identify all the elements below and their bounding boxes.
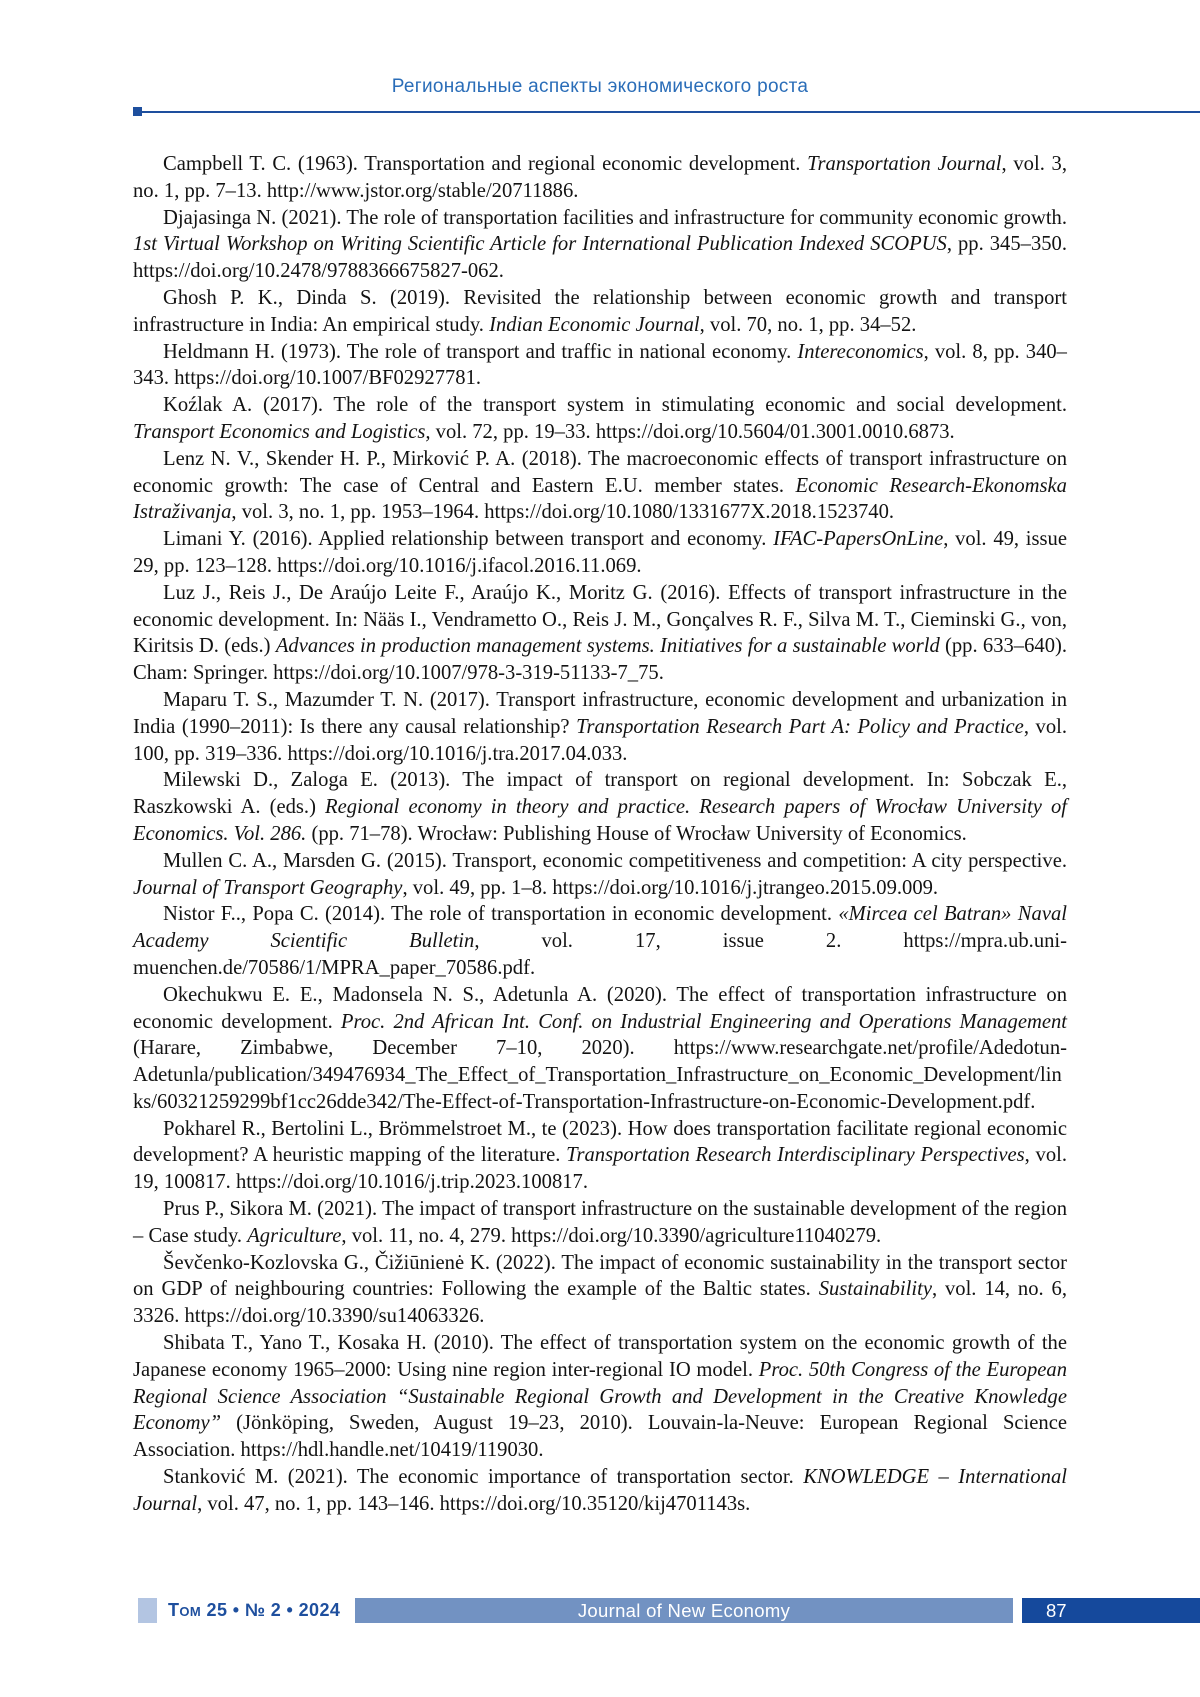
header-rule-line xyxy=(142,111,1200,113)
footer-square-icon xyxy=(138,1598,157,1623)
reference-entry: Campbell T. C. (1963). Transportation and regional economic development. Transportation Journal, vol. 3, no. 1, pp. 7–13. http://www.jstor.org/stable/20711886. xyxy=(133,153,1067,202)
reference-entry: Heldmann H. (1973). The role of transport and traffic in national economy. Intereconomics, vol. 8, pp. 340–343. https://doi.org/10.1007/BF02927781. xyxy=(133,340,1067,390)
reference-entry: Nistor F.., Popa C. (2014). The role of transportation in economic development. «Mircea cel Batran» Naval Academy Scientific Bulletin, vol. 17, issue 2. https://mpra.ub.uni-muenchen.de/70586/1/MPRA_paper_70586.pdf. xyxy=(133,903,1067,979)
running-head-title: Региональные аспекты экономического роста xyxy=(391,76,809,97)
reference-entry: Shibata T., Yano T., Kosaka H. (2010). The effect of transportation system on the economic growth of the Japanese economy 1965–2000: Using nine region inter-regional IO model. Proc. 50th Congress of the European Regional Science Association “Sustainable Regional Growth and Development in the Creative Knowledge Economy” (Jönköping, Sweden, August 19–23, 2010). Louvain-la-Neuve: European Regional Science Association. https://hdl.handle.net/10419/119030. xyxy=(133,1332,1067,1462)
references-list xyxy=(133,151,1067,1518)
reference-entry: Maparu T. S., Mazumder T. N. (2017). Transport infrastructure, economic development and urbanization in India (1990–2011): Is there any causal relationship? Transportation Research Part A: Policy and Practice, vol. 100, pp. 319–336. https://doi.org/10.1016/j.tra.2017.04.033. xyxy=(133,688,1067,765)
reference-entry: Okechukwu E. E., Madonsela N. S., Adetunla A. (2020). The effect of transportation infrastructure on economic development. Proc. 2nd African Int. Conf. on Industrial Engineering and Operations Management (Harare, Zimbabwe, December 7–10, 2020). https://www.researchgate.net/profile/Adedotun-Adetunla/publication/349476934_The_Effect_of_Transportation_Infrastructure_on_Economic_Development/links/60321259299bf1cc26dde342/The-Effect-of-Transportation-Infrastructure-on-Economic-Development.pdf. xyxy=(133,983,1067,1113)
reference-entry: Luz J., Reis J., De Araújo Leite F., Araújo K., Moritz G. (2016). Effects of transport infrastructure in the economic development. In: Nääs I., Vendrametto O., Reis J. M., Gonçalves R. F., Silva M. T., Cieminski G., von, Kiritsis D. (eds.) Advances in production management systems. Initiatives for a sustainable world (pp. 633–640). Cham: Springer. https://doi.org/10.1007/978-3-319-51133-7_75. xyxy=(133,581,1067,685)
reference-entry: Djajasinga N. (2021). The role of transportation facilities and infrastructure for community economic growth. 1st Virtual Workshop on Writing Scientific Article for International Publication Indexed SCOPUS, pp. 345–350. https://doi.org/10.2478/9788366675827-062. xyxy=(133,206,1067,283)
reference-entry: Prus P., Sikora M. (2021). The impact of transport infrastructure on the sustainable development of the region – Case study. Agriculture, vol. 11, no. 4, 279. https://doi.org/10.3390/agriculture11040279. xyxy=(133,1198,1067,1247)
reference-entry: Milewski D., Zaloga E. (2013). The impact of transport on regional development. In: Sobczak E., Raszkowski A. (eds.) Regional economy in theory and practice. Research papers of Wrocław University of Economics. Vol. 286. (pp. 71–78). Wrocław: Publishing House of Wrocław University of Economics. xyxy=(133,769,1067,845)
reference-entry: Lenz N. V., Skender H. P., Mirković P. A. (2018). The macroeconomic effects of transport infrastructure on economic growth: The case of Central and Eastern E.U. member states. Economic Research-Ekonomska Istraživanja, vol. 3, no. 1, pp. 1953–1964. https://doi.org/10.1080/1331677X.2018.1523740. xyxy=(133,447,1067,524)
journal-name-bar: Journal of New Economy xyxy=(355,1598,1013,1623)
volume-issue-year: Том 25 • № 2 • 2024 xyxy=(168,1600,341,1620)
reference-entry: Ghosh P. K., Dinda S. (2019). Revisited the relationship between economic growth and transport infrastructure in India: An empirical study. Indian Economic Journal, vol. 70, no. 1, pp. 34–52. xyxy=(133,286,1067,336)
reference-entry: Limani Y. (2016). Applied relationship between transport and economy. IFAC-PapersOnLine, vol. 49, issue 29, pp. 123–128. https://doi.org/10.1016/j.ifacol.2016.11.069. xyxy=(133,528,1067,577)
page-footer xyxy=(0,1597,1200,1624)
reference-entry: Mullen C. A., Marsden G. (2015). Transport, economic competitiveness and competition: A city perspective. Journal of Transport Geography, vol. 49, pp. 1–8. https://doi.org/10.1016/j.jtrangeo.2015.09.009. xyxy=(133,849,1067,899)
reference-entry: Pokharel R., Bertolini L., Brömmelstroet M., te (2023). How does transportation facilitate regional economic development? A heuristic mapping of the literature. Transportation Research Interdisciplinary Perspectives, vol. 19, 100817. https://doi.org/10.1016/j.trip.2023.100817. xyxy=(133,1117,1067,1194)
page-number: 87 xyxy=(1022,1598,1200,1623)
reference-entry: Ševčenko-Kozlovska G., Čižiūnienė K. (2022). The impact of economic sustainability in the transport sector on GDP of neighbouring countries: Following the example of the Baltic states. Sustainability, vol. 14, no. 6, 3326. https://doi.org/10.3390/su14063326. xyxy=(133,1251,1067,1328)
header-rule xyxy=(133,107,1200,116)
reference-entry: Stanković M. (2021). The economic importance of transportation sector. KNOWLEDGE – International Journal, vol. 47, no. 1, pp. 143–146. https://doi.org/10.35120/kij4701143s. xyxy=(133,1466,1067,1515)
header-rule-square-icon xyxy=(133,107,142,116)
reference-entry: Koźlak A. (2017). The role of the transport system in stimulating economic and social development. Transport Economics and Logistics, vol. 72, pp. 19–33. https://doi.org/10.5604/01.3001.0010.6873. xyxy=(133,394,1067,443)
